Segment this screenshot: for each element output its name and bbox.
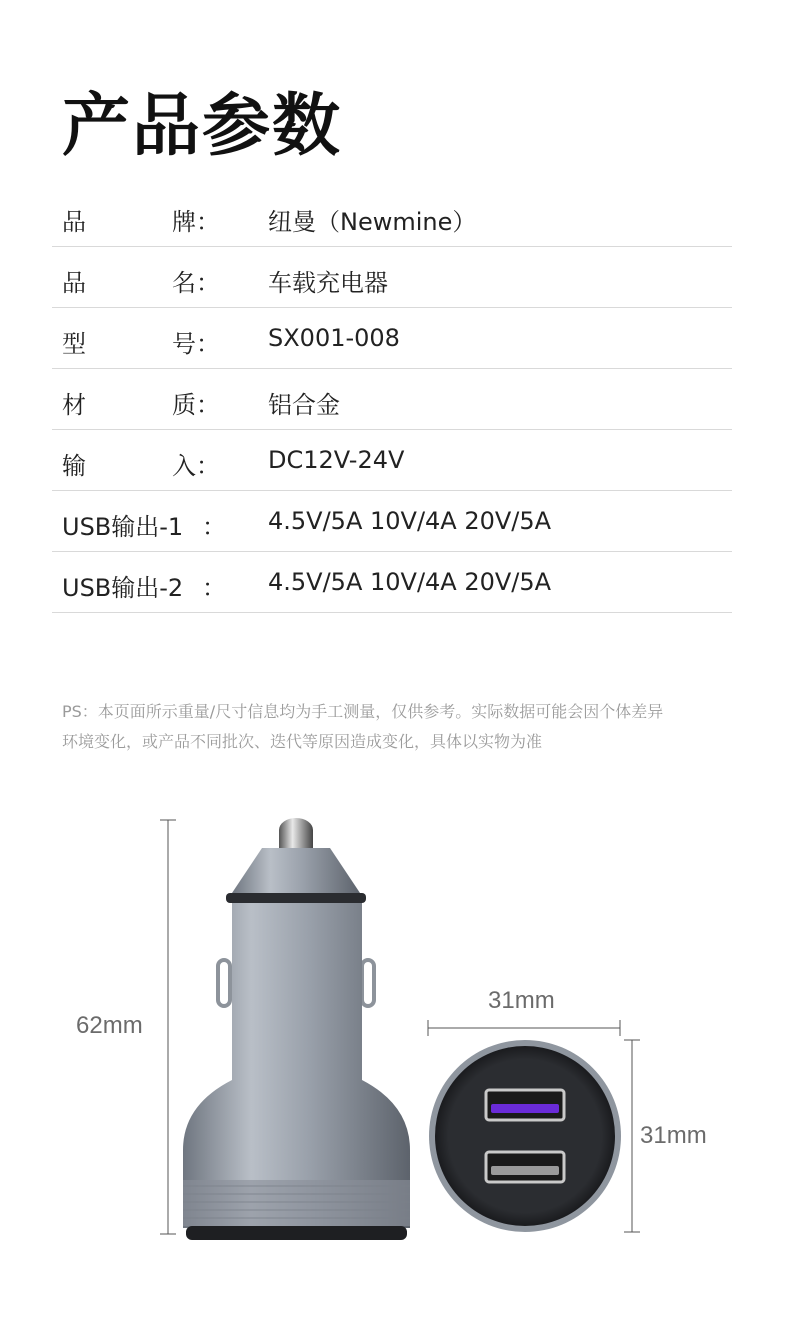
depth-label: 31mm xyxy=(640,1122,707,1149)
spec-label-suffix: ： xyxy=(202,574,226,602)
spec-value: DC12V-24V xyxy=(268,446,405,474)
spec-label: 型 xyxy=(62,330,86,358)
spec-label: 品 xyxy=(62,269,86,297)
height-dimension-line xyxy=(160,820,176,1234)
spec-value: 铝合金 xyxy=(268,391,340,419)
spec-value: SX001-008 xyxy=(268,324,400,352)
spec-label-suffix: 质： xyxy=(172,391,220,419)
spec-label-suffix: ： xyxy=(202,513,226,541)
spec-label: USB输出-1 xyxy=(62,513,184,541)
spec-label-suffix: 名： xyxy=(172,269,220,297)
spec-label: 品 xyxy=(62,208,86,236)
spec-label-suffix: 入： xyxy=(172,452,220,480)
depth-dimension-line xyxy=(624,1040,640,1232)
disclaimer-line-2: 环境变化，或产品不同批次、迭代等原因造成变化，具体以实物为准 xyxy=(62,732,543,751)
spec-value: 4.5V/5A 10V/4A 20V/5A xyxy=(268,568,552,596)
spec-label-suffix: 牌： xyxy=(172,208,220,236)
height-label: 62mm xyxy=(76,1012,143,1039)
charger-front-view xyxy=(429,1040,621,1232)
spec-label-suffix: 号： xyxy=(172,330,220,358)
spec-label: 输 xyxy=(62,452,86,480)
page-title: 产品参数 xyxy=(62,87,343,166)
width-label: 31mm xyxy=(488,987,555,1014)
spec-label: USB输出-2 xyxy=(62,574,184,602)
spec-value: 车载充电器 xyxy=(268,269,388,297)
width-dimension-line xyxy=(428,1020,620,1036)
disclaimer-line-1: PS：本页面所示重量/尺寸信息均为手工测量，仅供参考。实际数据可能会因个体差异 xyxy=(62,702,664,721)
spec-label: 材 xyxy=(62,391,86,419)
charger-side-view xyxy=(183,818,410,1240)
spec-value: 4.5V/5A 10V/4A 20V/5A xyxy=(268,507,552,535)
spec-value: 纽曼（Newmine） xyxy=(268,208,477,236)
